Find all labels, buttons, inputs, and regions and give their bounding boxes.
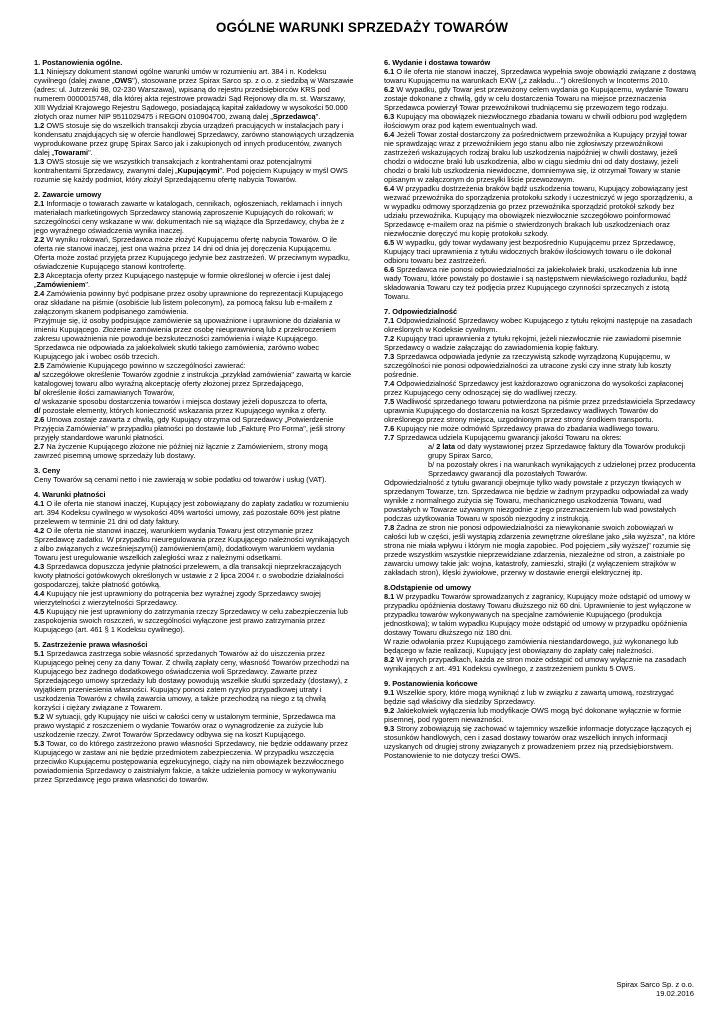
bold-run: 4.4 [34,589,45,598]
paragraph [384,433,696,442]
text-run: Zamówienia powinny być podpisane przez osoby uprawnione do reprezentacji Kupującego oraz składane na piśmie (osobiście lub listem poleconym), za pomocą faksu lub e-mailem z załączonym skanem podpisanego zamówienia. [34,289,343,316]
section-heading: 5. Zastrzeżenie prawa własności [34,640,148,649]
text-run: Sprzedawca zastrzega sobie własność sprzedanych Towarów aż do uiszczenia przez Kupującego pełnej ceny za dany Towar. Z chwilą zapłaty ceny, własność Towarów przechodzi na Kupującego bez żadnego dodatkowego oświadczenia woli Sprzedawcy. Zawarte przez Sprzedającego umowy sprzedaży lub dostawy powodują wszelkie skutki sprzedaży (dostawy), z wyjątkiem przeniesienia własności. Kupujący ponosi zatem ryzyko przypadkowej utraty i uszkodzenia Towarów z chwilą zawarcia umowy, a także przechodzą na niego z tą chwilą korzyści i ciężary związane z Towarem. [34,649,350,712]
text-run: Strony zobowiązują się zachować w tajemnicy wszelkie informacje dotyczące łączących ej stosunków handlowych, cen i zasad dostawy towarów oraz wszelkich innych informacji uzyskanych od drugiej strony związanych z prowadzeniem przez nią przedsiębiorstwem. Postanowienie to nie dotyczy treści OWS. [384,724,692,760]
paragraph [384,724,696,760]
text-run: OWS stosuje się do wszelkich transakcji zbycia urządzeń pracujących w instalacjach pary i kondensatu znajdujących się w ofercie handlowej Sprzedawcy, zarówno stanowiących urządzenia wyprodukowane przez grupę Spirax Sarco jak i zakupionych od innych producentów, zwanych dalej „ [34,121,354,157]
section [34,190,354,460]
text-run: O ile oferta nie stanowi inaczej, warunkiem wydania Towaru jest otrzymanie przez Sprzedawcę zadatku. W przypadku nieuregulowania przez Kupującego należności wynikających z albo związanych z wcześniejszym(i) zamówieniem(ami), dodatkowym warunkiem wydania Towaru jest uregulowanie wszelkich zaległości wraz z należnymi odsetkami. [34,526,350,562]
text-run: Sprzedawca nie ponosi odpowiedzialności za jakiekolwiek braki, uszkodzenia lub inne wady Towaru, które powstały po dostawie i są następstwem niewłaściwego rozładunku, bądź składowania Towaru czy też podjęcia przez Kupującego czynności sprzecznych z istotą Towaru. [384,265,688,301]
bold-run: 2.7 [34,442,45,451]
paragraph [384,130,696,184]
text-run: Jakiekolwiek wyłączenia lub modyfikacje OWS mogą być dokonane wyłącznie w formie pisemnej, pod rygorem nieważności. [384,706,682,724]
bold-run: 7.8 [384,523,395,532]
bold-run: OWS [114,76,133,85]
section [384,679,696,760]
bold-run: 4.2 [34,526,45,535]
paragraph [384,67,696,85]
bold-run: 1.2 [34,121,45,130]
bold-run: 5.1 [34,649,45,658]
bold-run: 2.1 [34,199,45,208]
bold-run: 2.3 [34,271,45,280]
text-run: Odpowiedzialność Sprzedawcy wobec Kupującego z tytułu rękojmi następuje na zasadach określonych w Kodeksie cywilnym. [384,316,693,334]
text-run: Przyjmuje się, iż osoby podpisujące zamówienie są upoważnione i uprawnione do działania w imieniu Kupującego. Złożenie zamówienia przez osobę nieuprawnioną lub z przekroczeniem zakresu upoważnienia nie powoduje bezskuteczności zamówienia i wiąże Kupującego. Sprzedawca nie odpowiada za jakiekolwiek skutki takiego zamówienia, zarówno wobec Kupującego jak i wobec osób trzecich. [34,316,341,361]
bold-run: 6.1 [384,67,395,76]
bold-run: 7.5 [384,397,395,406]
paragraph [34,235,354,271]
bold-run: 1.1 [34,67,45,76]
paragraph [384,592,696,637]
bold-run: b/ [34,388,41,397]
paragraph [384,478,696,523]
text-run: Sprzedawca odpowiada jedynie za rzeczywistą szkodę wyrządzoną Kupującemu, w szczególności nie ponosi odpowiedzialności za utracone zyski czy inne straty lub koszty pośrednie. [384,352,672,379]
text-run: Akceptacja oferty przez Kupującego następuje w formie określonej w ofercie i jest dalej „ [34,271,331,289]
bold-run: 1.3 [34,157,45,166]
text-run: określenie ilości zamawianych Towarów, [40,388,175,397]
text-run: Kupujący ma obowiązek niezwłocznego zbadania towaru w chwili odbioru pod względem ilościowym oraz pod kątem ewentualnych wad. [384,112,687,130]
document-title: OGÓLNE WARUNKI SPRZEDAŻY TOWARÓW [215,20,509,35]
paragraph [34,526,354,562]
text-run: W przypadku Towarów sprowadzanych z zagranicy, Kupujący może odstąpić od umowy w przypadku opóźnienia dostawy Towaru dłuższego niż 60 dni. Uprawnienie to jest wyłączone w przypadku towarów wykonywanych na specjalne zamówienie Kupującego (produkcja jednostkowa); w takim wypadku Kupujący może odstąpić od umowy w przypadku opóźnienia dostawy Towaru dłuższego niż 180 dni. [384,592,691,637]
bold-run: 6.5 [384,238,395,247]
paragraph [34,475,354,484]
paragraph [34,406,354,415]
text-run: W innych przypadkach, każda ze stron może odstąpić od umowy wyłącznie na zasadach wynikających z art. 491 Kodeksu cywilnego, z zastrzeżeniem punktu 5 OWS. [384,655,687,673]
text-run: Na życzenie Kupującego złożone nie później niż łącznie z Zamówieniem, strony mogą zawrzeć pisemną umowę sprzedaży lub dostawy. [34,442,328,460]
bold-run: 2.6 [34,415,45,424]
paragraph [384,460,696,478]
section-heading: 2. Zawarcie umowy [34,190,102,199]
text-run: b/ na pozostały okres i na warunkach wynikających z udzielonej przez producenta Sprzedawcy gwarancji dla pozostałych Towarów. [428,460,696,478]
bold-run: Zamówieniem [36,280,86,289]
signature-date: 19.02.2016 [655,989,694,998]
bold-run: d/ [34,406,41,415]
section-heading: 6. Wydanie i dostawa towarów [384,58,491,67]
bold-run: Towarami [54,148,89,157]
text-run: wskazanie sposobu dostarczenia towarów i miejsca dostawy jeżeli dopuszcza to oferta, [40,397,328,406]
text-run: W wyniku rokowań, Sprzedawca może złożyć Kupującemu ofertę nabycia Towarów. O ile oferta nie stanowi inaczej, jest ona ważna przez 14 dni od dnia jej doręczenia Kupującemu. Oferta może zostać przyjęta przez Kupującego jedynie bez zastrzeżeń. W przeciwnym wypadku, oświadczenie Kupującego stanowi kontrofertę. [34,235,350,271]
paragraph [34,499,354,526]
bold-run: a/ [34,370,41,379]
bold-run: 4.1 [34,499,45,508]
bold-run: 5.2 [34,712,45,721]
paragraph [34,361,354,370]
text-run: Wadliwość sprzedanego towaru potwierdzona na piśmie przez przedstawiciela Sprzedawcy uprawnia Kupującego do dostarczenia na koszt Sprzedawcy wadliwych Towarów do określonego przez strony miejsca, uzgodnionym przez strony środkiem transportu. [384,397,696,424]
section [384,307,696,577]
text-run: Żadna ze stron nie ponosi odpowiedzialności za niewykonanie swoich zobowiązań w całości lub w części, jeśli wystąpią zdarzenia zewnętrzne określane jako „siła wyższa", na które strona nie miała wpływu i którym nie mogła zapobiec. Pod pojęciem „siły wyższej" rozumie się przede wszystkim wszystkie nieprzewidziane zdarzenia, niezależne od stron, a zaistniałe po zawarciu umowy takie jak: wojna, katastrofy, zamieszki, strajki (z wyłączeniem strajków w zakładach stron), klęski żywiołowe, przerwy w dostawie energii elektrycznej itp. [384,523,696,577]
paragraph [34,370,354,388]
text-run: Ceny Towarów są cenami netto i nie zawierają w sobie podatku od towarów i usług (VAT). [34,475,327,484]
paragraph [34,157,354,184]
paragraph [34,289,354,316]
paragraph [384,184,696,238]
paragraph [384,424,696,433]
section [34,58,354,184]
text-run: Sprzedawca udziela Kupującemu gwarancji jakości Towaru na okres: [394,433,622,442]
text-run: Zamówienie Kupującego powinno w szczególności zawierać: [44,361,246,370]
text-run: W wypadku, gdy Towar jest przewożony celem wydania go Kupującemu, wydanie Towaru zostaje dokonane z chwilą, gdy w celu dostarczenia Towaru na miejsce przeznaczenia Sprzedawca powierzył Towar przewoźnikowi trudniącemu się przewozem tego rodzaju. [384,85,689,112]
section-heading: 8.Odstąpienie od umowy [384,583,472,592]
text-run: a/ [428,442,437,451]
section-heading: 4. Warunki płatności [34,490,106,499]
paragraph [34,415,354,442]
text-run: Odpowiedzialność Sprzedawcy jest każdorazowo ograniczona do wysokości zapłaconej przez Kupującego ceny odnoszącej się do wadliwej rzeczy. [384,379,684,397]
text-run: W razie odwołania przez Kupującego zamówienia niestandardowego, już wykonanego lub będącego w fazie realizacji, Kupujący jest obowiązany do zapłaty całej należności. [384,637,679,655]
paragraph [34,442,354,460]
text-run: W przypadku dostrzeżenia braków bądź uszkodzenia towaru, Kupujący zobowiązany jest wezwać przewoźnika do sporządzenia protokołu szkody i uczestniczyć w jego sporządzeniu, a w wypadku odmowy sporządzenia go przez przewoźnika sporządzić protokół szkody bez udziału przewoźnika. Kupujący ma obowiązek niezwłocznie szczegółowo poinformować Sprzedawcę e-mailem oraz na piśmie o stwierdzonych brakach lub uszkodzeniach oraz niezwłocznie doręczyć mu kopię protokołu szkody. [384,184,693,238]
paragraph [384,265,696,301]
bold-run: 2 lata [436,442,456,451]
signature-block [616,980,694,998]
paragraph [384,112,696,130]
paragraph [34,316,354,361]
text-run: Umowa zostaje zawarta z chwilą, gdy Kupujący otrzyma od Sprzedawcy „Potwierdzenie Przyjęcia Zamówienia" w przypadku płatności po dostawie lub „Fakturę Pro Forma", jeśli strony przyjęły standardowe warunki płatności. [34,415,345,442]
bold-run: 2.2 [34,235,45,244]
paragraph [384,238,696,265]
bold-run: 4.3 [34,562,45,571]
paragraph [384,688,696,706]
section [34,490,354,634]
section [384,58,696,301]
text-run: Sprzedawca dopuszcza jedynie płatności przelewem, a dla transakcji nieprzekraczających kwoty płatności gotówkowych określonych w ustawie z 2 lipca 2004 r. o swobodzie działalności gospodarczej, także płatność gotówką. [34,562,344,589]
paragraph [34,67,354,121]
bold-run: 7.6 [384,424,395,433]
paragraph [34,199,354,235]
text-run: O ile oferta nie stanowi inaczej, Kupujący jest zobowiązany do zapłaty zadatku w rozumieniu art. 394 Kodeksu cywilnego w wysokości 40% wartości umowy, zaś pozostałe 60% jest płatne przelewem w terminie 21 dni od daty faktury. [34,499,349,526]
text-run: W sytuacji, gdy Kupujący nie uiści w całości ceny w ustalonym terminie, Sprzedawca ma prawo wystąpić z roszczeniem o wydanie Towarów oraz o wynagrodzenie za zużycie lub uszkodzenie rzeczy. Zwrot Towarów Sprzedawcy odbywa się na koszt Kupującego. [34,712,336,739]
text-run: pozostałe elementy, których konieczność wskazania przez Kupującego wynika z oferty. [40,406,327,415]
paragraph [34,712,354,739]
text-run: Kupujący nie jest uprawniony do zatrzymania rzeczy Sprzedawcy w celu zabezpieczenia lub zaspokojenia swoich roszczeń, w szczególności wyłączone jest prawo zatrzymania przez Kupującego (art. 461 § 1 Kodeksu cywilnego). [34,607,348,634]
text-run: Niniejszy dokument stanowi ogólne warunki umów w rozumieniu art. 384 i n. Kodeksu cywilnego (dalej zwane „ [34,67,327,85]
paragraph [384,397,696,424]
paragraph [384,352,696,379]
section [384,583,696,673]
bold-run: 7.2 [384,334,395,343]
bold-run: Kupującymi [177,166,220,175]
text-run: od daty wystawionej przez Sprzedawcę faktury dla Towarów produkcji grupy Spirax Sarco, [428,442,686,460]
bold-run: 7.7 [384,433,395,442]
section-heading: 1. Postanowienia ogólne. [34,58,123,67]
right-column [384,58,696,766]
text-run: Kupujący traci uprawnienia z tytułu rękojmi, jeżeli niezwłocznie nie zawiadomi pisemnie Sprzedawcy o wadzie załączając do zawiadomienia kopię faktury. [384,334,682,352]
text-run: O ile oferta nie stanowi inaczej, Sprzedawca wypełnia swoje obowiązki związane z dostawą towaru Kupującemu na warunkach EXW („z zakładu...") określonych w Incoterms 2010. [384,67,696,85]
bold-run: c/ [34,397,41,406]
paragraph [34,271,354,289]
text-run: Jeżeli Towar został dostarczony za pośrednictwem przewoźnika a Kupujący przyjął towar nie sprawdzając wraz z przewoźnikiem jego stanu albo nie zgłosiwszy przewoźnikowi zastrzeżeń wskazujących rodzaj braku lub uszkodzenia najpóźniej w chwili dostawy, jeżeli chodzi o widoczne braki lub uszkodzenia, albo w ciągu siedmiu dni od daty dostawy, jeżeli chodzi o braki lub uszkodzenia niewidoczne, domniemywa się, iż otrzymał Towary w stanie opisanym w załączonym do przesyłki liście przewozowym. [384,130,688,184]
paragraph [34,607,354,634]
bold-run: 6.3 [384,112,395,121]
paragraph [34,121,354,157]
section [34,640,354,784]
bold-run: 6.6 [384,265,395,274]
paragraph [384,316,696,334]
bold-run: 7.1 [384,316,395,325]
signature-company: Spirax Sarco Sp. z o.o. [616,980,694,989]
text-run: Informacje o towarach zawarte w katalogach, cennikach, ogłoszeniach, reklamach i innych materiałach marketingowych Sprzedawcy stanowią zaproszenie Kupujących do rokowań; w szczególności ceny wskazane w ww. dokumentach nie są wiążące dla Sprzedawcy, chyba że z jego wyraźnego oświadczenia wynika inaczej. [34,199,345,235]
bold-run: 2.4 [34,289,45,298]
section-heading: 9. Postanowienia końcowe [384,679,478,688]
bold-run: 6.2 [384,85,395,94]
paragraph [34,397,354,406]
text-run: ". [88,148,93,157]
text-run: Odpowiedzialność z tytułu gwarancji obejmuje tylko wady powstałe z przyczyn tkwiących w sprzedanym Towarze, tzn. Sprzedawca nie będzie w żadnym przypadku odpowiadał za wady wynikłe z normalnego zużycia się Towaru, mechanicznego uszkodzenia Towaru, wad powstałych w Towarze używanym niezgodnie z jego przeznaczeniem lub wad powstałych podczas użytkowania Towaru w sposób niezgodny z instrukcją. [384,478,689,523]
text-run: ". Pod pojęciem Kupujący w myśl OWS rozumie się każdy podmiot, który złożył Sprzedającemu ofertę nabycia Towarów. [34,166,348,184]
bold-run: 4.5 [34,607,45,616]
paragraph [384,706,696,724]
bold-run: 8.2 [384,655,395,664]
paragraph [34,649,354,712]
bold-run: 2.5 [34,361,45,370]
paragraph [34,388,354,397]
text-run: ". [315,112,321,121]
bold-run: 7.4 [384,379,395,388]
text-run: OWS stosuje się we wszystkich transakcjach z kontrahentami oraz potencjalnymi kontrahentami Sprzedawcy, zwanymi dalej „ [34,157,312,175]
text-run: szczegółowe określenie Towarów zgodnie z instrukcja „przykład zamówienia" zawartą w karcie katalogowej towaru albo wyraźną akceptację oferty złożonej przez Sprzedającego, [34,370,352,388]
paragraph [384,523,696,577]
text-run: Kupujący nie może odmówić Sprzedawcy prawa do zbadania wadliwego towaru. [394,424,660,433]
text-run: ". [85,280,91,289]
bold-run: 9.1 [384,688,395,697]
bold-run: 9.3 [384,724,395,733]
text-run: Towar, co do którego zastrzeżono prawo własności Sprzedawcy, nie będzie oddawany przez Kupującego w zastaw ani nie będzie przedmiotem zabezpieczenia. W przypadku wszczęcia przeciwko Kupującemu postępowania egzekucyjnego, ciąży na nim obowiązek bezzwłocznego powiadomienia Sprzedawcy o zaistniałym fakcie, a także udzielenia pomocy w wykonywaniu przez Sprzedawcę jego prawa własności do towarów. [34,739,349,784]
paragraph [34,589,354,607]
text-run: "), stosowane przez Spirax Sarco sp. z o.o. z siedzibą w Warszawie (adres: ul. Jutrzenki 98, 02-230 Warszawa), wpisaną do rejestru przedsiębiorców KRS pod numerem 0000015748, dla której akta rejestrowe prowadzi Sąd Rejonowy dla m. st. Warszawy, XIII Wydział Krajowego Rejestru Sądowego, posiadającą kapitał zakładowy w wysokości 50.000 złotych oraz numer NIP 9511029475 i REGON 010904700, zwaną dalej „ [34,76,354,121]
bold-run: 8.1 [384,592,395,601]
paragraph [384,442,696,460]
text-run: W wypadku, gdy towar wydawany jest bezpośrednio Kupującemu przez Sprzedawcę, Kupujący traci uprawnienia z tytułu widocznych braków ilościowych towaru o ile dokonał odbioru towaru bez zastrzeżeń. [384,238,676,265]
bold-run: 7.3 [384,352,395,361]
text-run: Wszelkie spory, które mogą wyniknąć z lub w związku z zawartą umową, rozstrzygać będzie sąd właściwy dla siedziby Sprzedawcy. [384,688,674,706]
section-heading: 3. Ceny [34,466,61,475]
paragraph [384,655,696,673]
left-column [34,58,354,790]
text-run: Kupujący nie jest uprawniony do potrącenia bez wyraźnej zgody Sprzedawcy swojej wierzytelności z wierzytelności Sprzedawcy. [34,589,321,607]
bold-run: 9.2 [384,706,395,715]
bold-run: 6.4 [384,130,395,139]
section [34,466,354,484]
paragraph [384,379,696,397]
paragraph [34,739,354,784]
paragraph [384,85,696,112]
bold-run: 5.3 [34,739,45,748]
bold-run: 6.4 [384,184,395,193]
section-heading: 7. Odpowiedzialność [384,307,458,316]
paragraph [384,334,696,352]
paragraph [34,562,354,589]
bold-run: Sprzedawcą [272,112,316,121]
paragraph [384,637,696,655]
